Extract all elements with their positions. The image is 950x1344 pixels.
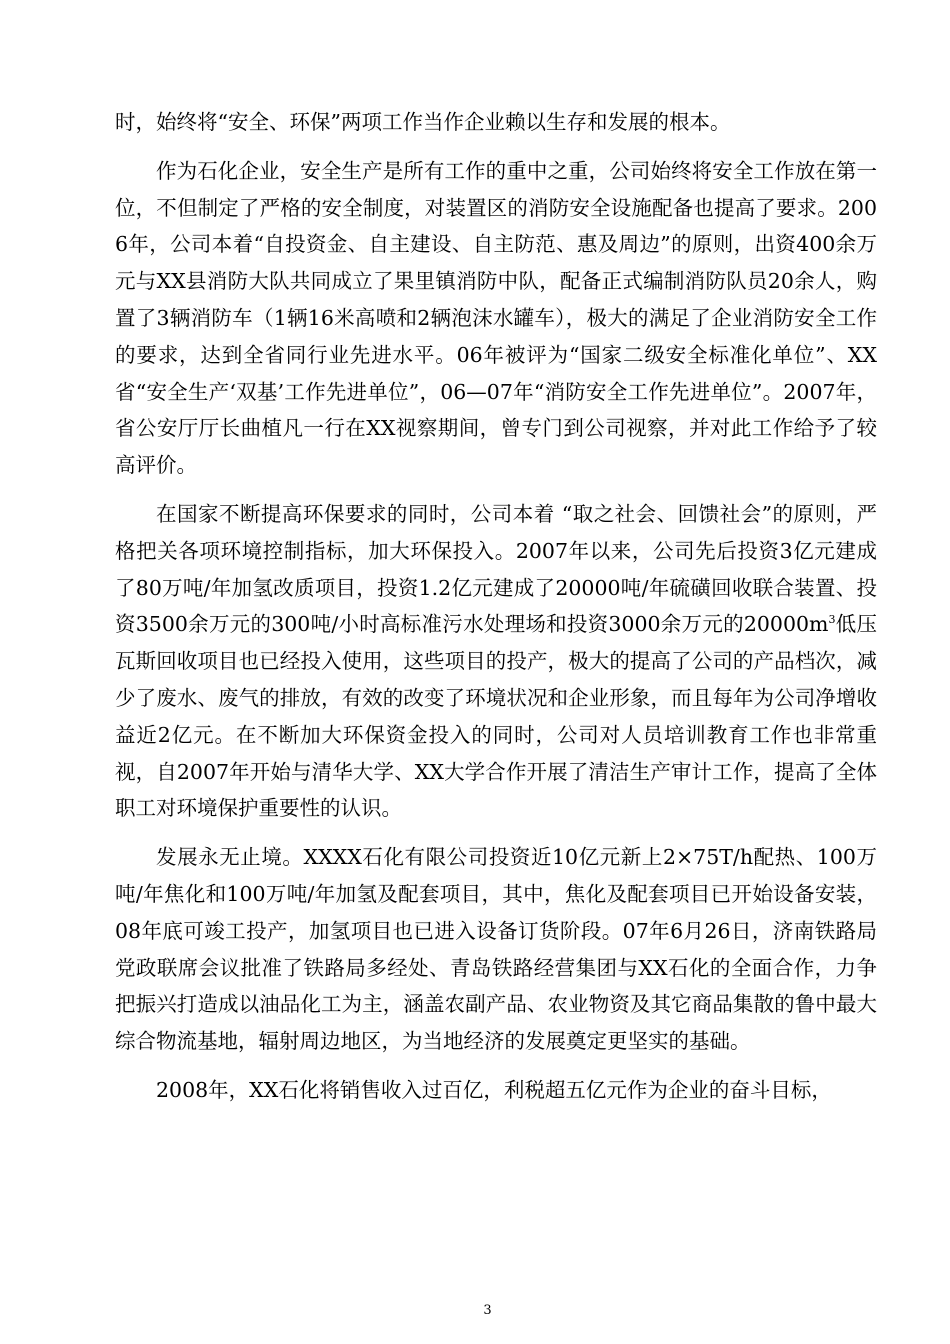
paragraph-5-goal: 2008年，XX石化将销售收入过百亿，利税超五亿元作为企业的奋斗目标， bbox=[156, 1077, 832, 1102]
paragraph-3-text-after: 低压瓦斯回收项目也已经投入使用，这些项目的投产，极大的提高了公司的产品档次，减少了废水、废气的排放，有效的改变了环境状况和企业形象，而且每年为公司净增收益近2亿元。在不断加大环保资金投入的同时，公司对人员培训教育工作也非常重视，自2007年开始与清华大学、XX大学合作开展了清洁生产审计工作，提高了全体职工对环境保护重要性的认识。 bbox=[115, 612, 877, 821]
paragraph-2-safety: 作为石化企业，安全生产是所有工作的重中之重，公司始终将安全工作放在第一位，不但制定了严格的安全制度，对装置区的消防安全设施配备也提高了要求。2006年，公司本着“自投资金、自主建设、自主防范、惠及周边”的原则，出资400余万元与XX县消防大队共同成立了果里镇消防中队，配备正式编制消防队员20余人，购置了3辆消防车（1辆16米高喷和2辆泡沫水罐车），极大的满足了企业消防安全工作的要求，达到全省同行业先进水平。06年被评为“国家二级安全标准化单位”、XX省“安全生产‘双基’工作先进单位”，06—07年“消防安全工作先进单位”。2007年，省公安厅厅长曲植凡一行在XX视察期间，曾专门到公司视察，并对此工作给予了较高评价。 bbox=[115, 158, 877, 478]
document-page bbox=[115, 104, 877, 1121]
paragraph-3-text-before: 在国家不断提高环保要求的同时，公司本着 “取之社会、回馈社会”的原则，严格把关各项环境控制指标，加大环保投入。2007年以来，公司先后投资3亿元建成了80万吨/年加氢改质项目，投资1.2亿元建成了20000吨/年硫磺回收联合装置、投资3500余万元的300吨/小时高标准污水处理场和投资3000余万元的20000m bbox=[115, 501, 877, 637]
page-number: 3 bbox=[483, 1303, 492, 1318]
paragraph-4-development: 发展永无止境。XXXX石化有限公司投资近10亿元新上2×75T/h配热、100万吨/年焦化和100万吨/年加氢及配套项目，其中，焦化及配套项目已开始设备安装，08年底可竣工投产，加氢项目也已进入设备订货阶段。07年6月26日，济南铁路局党政联席会议批准了铁路局多经处、青岛铁路经营集团与XX石化的全面合作，力争把振兴打造成以油品化工为主，涵盖农副产品、农业物资及其它商品集散的鲁中最大综合物流基地，辐射周边地区，为当地经济的发展奠定更坚实的基础。 bbox=[115, 845, 877, 1054]
paragraph-3-environment bbox=[115, 496, 877, 827]
paragraph-1: 时，始终将“安全、环保”两项工作当作企业赖以生存和发展的根本。 bbox=[115, 110, 731, 134]
cubic-superscript: 3 bbox=[828, 613, 836, 627]
